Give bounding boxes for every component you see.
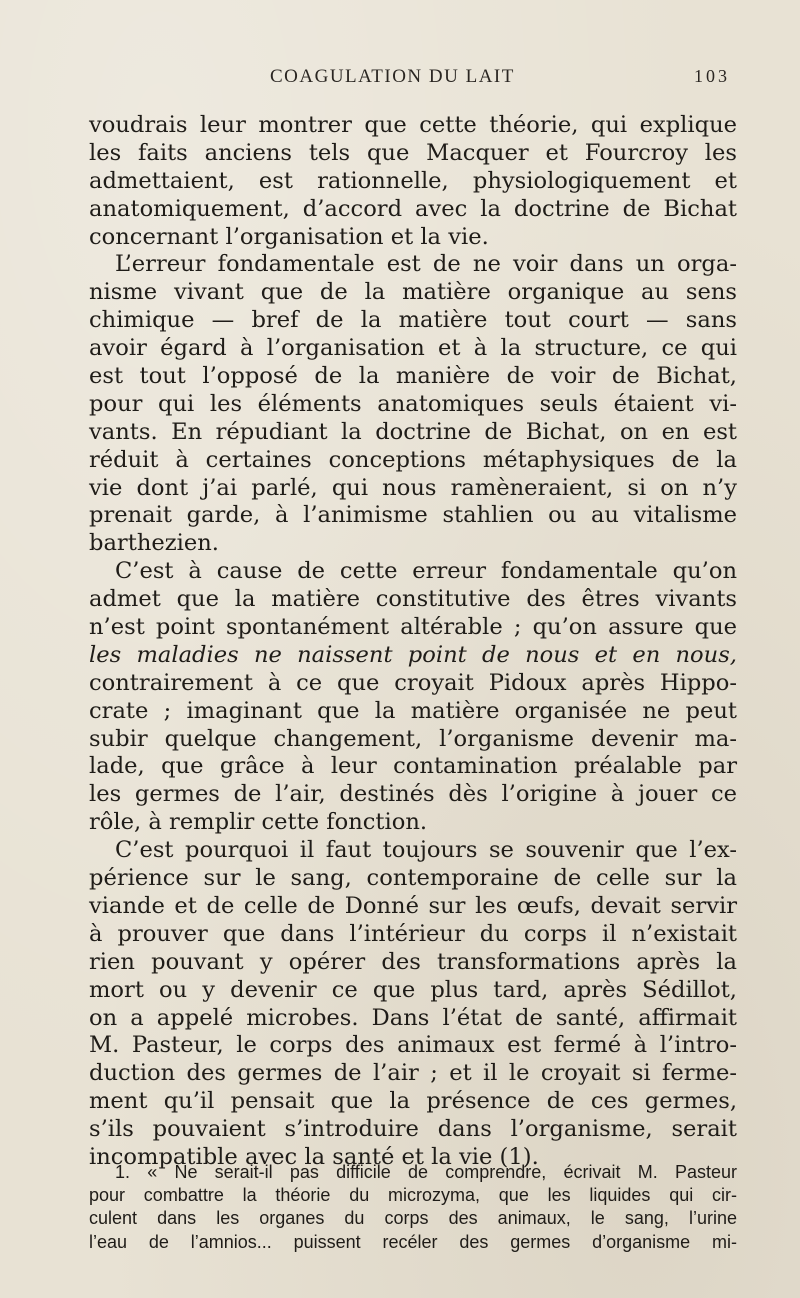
text-line: barthezien. (89, 530, 219, 557)
text-line: les germes de l’air, destinés dès l’origine à jouer ce (89, 781, 737, 808)
text-line: ment qu’il pensait que la présence de ces germes, (89, 1088, 737, 1115)
text-line-italic (89, 642, 737, 670)
text-line: pour qui les éléments anatomiques seuls étaient vi- (89, 390, 737, 417)
text-line: anatomiquement, d’accord avec la doctrine de Bichat (89, 195, 737, 222)
footnote-line: l’eau de l’amnios... puissent recéler des germes d’organisme mi- (89, 1231, 737, 1252)
text-line: C’est pourquoi il faut toujours se souvenir que l’ex- (115, 837, 737, 864)
text-line: lade, que grâce à leur contamination préalable par (89, 753, 737, 780)
text-line: vie dont j’ai parlé, qui nous ramèneraient, si on n’y (89, 474, 737, 501)
text-line: subir quelque changement, l’organisme devenir ma- (89, 725, 737, 752)
text-line: vants. En répudiant la doctrine de Bichat, on en est (89, 418, 737, 445)
text-line: voudrais leur montrer que cette théorie, qui explique (89, 112, 737, 138)
text-line: est tout l’opposé de la manière de voir de Bichat, (89, 363, 737, 390)
footnote-line: culent dans les organes du corps des animaux, le sang, l’urine (89, 1208, 737, 1229)
text-line: avoir égard à l’organisation et à la structure, ce qui (89, 335, 737, 362)
footnote (89, 1161, 737, 1254)
body-text (89, 112, 737, 1172)
text-line: L’erreur fondamentale est de ne voir dans un orga- (115, 251, 737, 278)
text-line: n’est point spontanément altérable ; qu’on assure que (89, 614, 737, 641)
text-line: duction des germes de l’air ; et il le croyait si ferme- (89, 1060, 737, 1087)
text-line: contrairement à ce que croyait Pidoux après Hippo- (89, 669, 737, 696)
footnote-line: 1. « Ne serait-il pas difficile de comprendre, écrivait M. Pasteur (115, 1162, 737, 1182)
text-line: on a appelé microbes. Dans l’état de santé, affirmait (89, 1004, 737, 1031)
text-line: incompatible avec la santé et la vie (1). (89, 1143, 539, 1170)
text-line: admet que la matière constitutive des êtres vivants (89, 586, 737, 613)
running-title: COAGULATION DU LAIT (270, 66, 515, 87)
text-line: à prouver que dans l’intérieur du corps il n’existait (89, 920, 737, 947)
text-line: chimique — bref de la matière tout court — sans (89, 307, 737, 334)
page-number: 103 (694, 66, 730, 86)
text-line: C’est à cause de cette erreur fondamentale qu’on (115, 558, 737, 585)
text-line: concernant l’organisation et la vie. (89, 223, 489, 250)
text-line: crate ; imaginant que la matière organisée ne peut (89, 697, 737, 724)
text-line: M. Pasteur, le corps des animaux est fermé à l’intro- (89, 1032, 737, 1059)
running-head (90, 66, 730, 96)
text-line: prenait garde, à l’animisme stahlien ou au vitalisme (89, 502, 737, 529)
text-line: viande et de celle de Donné sur les œufs, devait servir (89, 892, 737, 919)
text-line: rôle, à remplir cette fonction. (89, 809, 428, 836)
text-line: nisme vivant que de la matière organique au sens (89, 279, 737, 306)
text-line: périence sur le sang, contemporaine de celle sur la (89, 865, 737, 892)
text-line: les faits anciens tels que Macquer et Fourcroy les (89, 139, 737, 166)
text-line: s’ils pouvaient s’introduire dans l’organisme, serait (89, 1116, 737, 1143)
text-line: mort ou y devenir ce que plus tard, après Sédillot, (89, 976, 737, 1003)
italic-phrase: les maladies ne naissent point de nous et en nous, (89, 641, 737, 668)
text-line: rien pouvant y opérer des transformations après la (89, 948, 737, 975)
footnote-line: pour combattre la théorie du microzyma, que les liquides qui cir- (89, 1185, 737, 1206)
text-line: admettaient, est rationnelle, physiologiquement et (89, 167, 737, 194)
text-line: réduit à certaines conceptions métaphysiques de la (89, 446, 737, 473)
